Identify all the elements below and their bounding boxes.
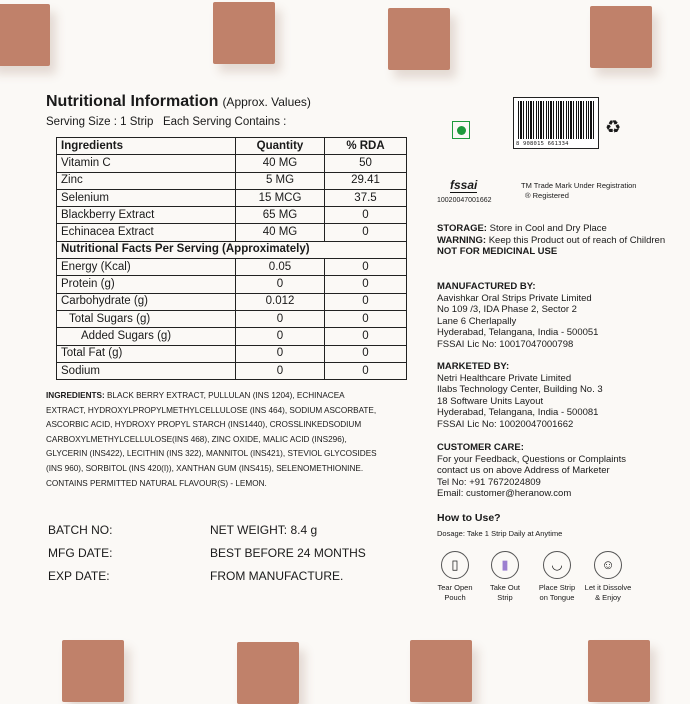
row-qty: 15 MCG — [236, 189, 325, 206]
step-label-line: Tear Open — [437, 583, 473, 592]
fact-rda: 0 — [325, 293, 407, 310]
marketed-line: 18 Software Units Layout — [437, 395, 544, 407]
table-row — [57, 293, 407, 310]
decor-square — [0, 4, 50, 66]
table-row — [57, 362, 407, 379]
marketed-label-text: MARKETED BY: — [437, 361, 510, 372]
marketed-label — [437, 361, 603, 373]
tongue-icon: ◡ — [543, 551, 571, 579]
fact-qty: 0 — [236, 362, 325, 379]
customer-care-block — [437, 442, 626, 500]
marketed-line: Netri Healthcare Private Limited — [437, 372, 572, 384]
decor-square — [590, 6, 652, 68]
best-before: BEST BEFORE 24 MONTHS — [210, 546, 366, 560]
row-name: Selenium — [57, 189, 236, 206]
manufactured-line: Lane 6 Cherlapally — [437, 315, 517, 327]
row-qty: 40 MG — [236, 224, 325, 241]
registered-line: ® Registered — [525, 191, 569, 200]
storage-text: Store in Cool and Dry Place — [486, 223, 607, 234]
step-label-line: & Enjoy — [595, 593, 621, 602]
manufactured-block — [437, 281, 598, 350]
face-icon: ☺ — [594, 551, 622, 579]
manufactured-line: Hyderabad, Telangana, India - 500051 — [437, 327, 599, 338]
storage-line — [437, 223, 667, 235]
manufactured-label — [437, 281, 598, 293]
table-row — [57, 172, 407, 189]
barcode — [513, 97, 599, 149]
customer-care-line: Email: customer@heranow.com — [437, 488, 572, 499]
customer-care-line: contact us on above Address of Marketer — [437, 465, 610, 476]
table-row — [57, 224, 407, 241]
fact-qty: 0 — [236, 345, 325, 362]
nutrition-title-text: Nutritional Information — [46, 93, 219, 110]
fact-rda: 0 — [325, 362, 407, 379]
row-rda: 29.41 — [325, 172, 407, 189]
fact-rda: 0 — [325, 328, 407, 345]
table-row — [57, 155, 407, 172]
fact-rda: 0 — [325, 276, 407, 293]
fact-name: Total Sugars (g) — [57, 310, 236, 327]
decor-square — [237, 642, 299, 704]
trademark-note — [521, 181, 636, 201]
row-rda: 0 — [325, 207, 407, 224]
mfg-date: MFG DATE: — [48, 546, 113, 560]
decor-square — [213, 2, 275, 64]
customer-care-line: For your Feedback, Questions or Complaints — [437, 453, 627, 465]
step-label-line: on Tongue — [539, 593, 575, 602]
fact-rda: 0 — [325, 259, 407, 276]
storage-block — [437, 223, 667, 258]
marketed-line: Ilabs Technology Center, Building No. 3 — [437, 384, 603, 395]
fact-rda: 0 — [325, 310, 407, 327]
recycle-icon: ♻ — [605, 117, 622, 137]
ingredients-text: BLACK BERRY EXTRACT, PULLULAN (INS 1204), ECHINACEA EXTRACT, HYDROXYLPROPYLMETHYLCELLULOSE (INS 464), SODIUM ASCORBATE, ASCORBIC ACID, HYDROXY PROPYL STARCH (INS1440), CROSSLINKEDSODIUM CARBOXYLMETHYLCELLULOSE(INS 468), ZINC OXIDE, MALIC ACID (INS296), GLYCERIN (INS422), LECITHIN (INS 322), MANNITOL (INS421), STEVIOL GLYCOSIDES (INS 960), SORBITOL (INS 420(I)), XANTHAN GUM (INS415), SELENOMETHIONINE. CONTAINS PERMITTED NATURAL FLAVOUR(S) - LEMON. — [46, 391, 377, 488]
header-ingredients: Ingredients — [57, 138, 236, 155]
decor-square — [588, 640, 650, 702]
row-name: Vitamin C — [57, 155, 236, 172]
manufactured-line: Aavishkar Oral Strips Private Limited — [437, 292, 592, 304]
step-label-line: Pouch — [444, 593, 466, 602]
step-tear-open — [430, 551, 480, 603]
row-qty: 40 MG — [236, 155, 325, 172]
fact-name: Total Fat (g) — [57, 345, 236, 362]
fact-name: Sodium — [57, 362, 236, 379]
row-name: Blackberry Extract — [57, 207, 236, 224]
row-name: Zinc — [57, 172, 236, 189]
storage-label: STORAGE: — [437, 223, 487, 234]
step-place-strip — [532, 551, 582, 603]
step-label-line: Strip — [497, 593, 513, 602]
fact-qty: 0.05 — [236, 259, 325, 276]
warning-line — [437, 235, 667, 247]
warning-text: Keep this Product out of reach of Children — [486, 234, 666, 246]
batch-no: BATCH NO: — [48, 523, 113, 537]
marketed-line: Hyderabad, Telangana, India - 500081 — [437, 407, 599, 418]
dosage-text: Dosage: Take 1 Strip Daily at Anytime — [437, 529, 563, 538]
fssai-logo: fssai — [450, 178, 478, 192]
facts-heading-row — [57, 241, 407, 258]
manufactured-label-text: MANUFACTURED BY: — [437, 281, 536, 292]
ingredients-label: INGREDIENTS: — [46, 391, 105, 400]
row-name: Echinacea Extract — [57, 224, 236, 241]
step-label-line: Place Strip — [538, 583, 576, 592]
table-row — [57, 259, 407, 276]
fact-name: Carbohydrate (g) — [57, 293, 236, 310]
fact-qty: 0 — [236, 276, 325, 293]
table-row — [57, 310, 407, 327]
ingredients-list — [46, 389, 386, 491]
step-take-out — [480, 551, 530, 603]
decor-square — [388, 8, 450, 70]
row-qty: 5 MG — [236, 172, 325, 189]
barcode-number: 8 908015 661334 — [516, 141, 569, 147]
net-weight: NET WEIGHT: 8.4 g — [210, 523, 318, 537]
fact-qty: 0.012 — [236, 293, 325, 310]
step-label — [583, 583, 633, 603]
veg-mark-icon — [452, 121, 470, 139]
from-manufacture: FROM MANUFACTURE. — [210, 569, 344, 583]
table-row — [57, 328, 407, 345]
customer-care-label — [437, 442, 626, 454]
table-row — [57, 207, 407, 224]
serving-size: Serving Size : 1 Strip Each Serving Contains : — [46, 116, 287, 128]
marketed-block — [437, 361, 603, 430]
fact-name: Protein (g) — [57, 276, 236, 293]
how-to-use-title: How to Use? — [437, 512, 501, 524]
step-label — [480, 583, 530, 603]
table-row — [57, 276, 407, 293]
fact-name: Energy (Kcal) — [57, 259, 236, 276]
step-label-line: Take Out — [489, 583, 520, 592]
row-rda: 37.5 — [325, 189, 407, 206]
table-row — [57, 345, 407, 362]
step-label — [430, 583, 480, 603]
customer-care-line: Tel No: +91 7672024809 — [437, 476, 541, 488]
decor-square — [410, 640, 472, 702]
header-quantity: Quantity — [236, 138, 325, 155]
manufactured-line: No 109 /3, IDA Phase 2, Sector 2 — [437, 304, 577, 315]
step-dissolve — [583, 551, 633, 603]
fact-qty: 0 — [236, 310, 325, 327]
exp-date: EXP DATE: — [48, 569, 110, 583]
barcode-bars — [518, 101, 594, 139]
facts-heading: Nutritional Facts Per Serving (Approximately) — [57, 241, 407, 258]
fact-qty: 0 — [236, 328, 325, 345]
row-rda: 0 — [325, 224, 407, 241]
row-rda: 50 — [325, 155, 407, 172]
marketed-line: FSSAI Lic No: 10020047001662 — [437, 418, 574, 430]
tm-line: TM Trade Mark Under Registration — [521, 181, 637, 190]
fact-name: Added Sugars (g) — [57, 328, 236, 345]
row-qty: 65 MG — [236, 207, 325, 224]
warning-label: WARNING: — [437, 234, 487, 246]
pouch-icon: ▯ — [441, 551, 469, 579]
decor-square — [62, 640, 124, 702]
nutrition-title — [46, 93, 311, 111]
header-rda: % RDA — [325, 138, 407, 155]
table-row — [57, 189, 407, 206]
table-header-row — [57, 138, 407, 155]
step-label — [532, 583, 582, 603]
nutrition-table — [56, 137, 407, 380]
not-medicinal-text: NOT FOR MEDICINAL USE — [437, 246, 558, 257]
step-label-line: Let it Dissolve — [584, 583, 632, 592]
fact-rda: 0 — [325, 345, 407, 362]
manufactured-line: FSSAI Lic No: 10017047000798 — [437, 338, 574, 350]
not-medicinal — [437, 246, 667, 258]
fssai-number: 10020047001662 — [437, 197, 492, 204]
strip-icon: ▮ — [491, 551, 519, 579]
customer-care-label-text: CUSTOMER CARE: — [437, 442, 524, 453]
approx-values: (Approx. Values) — [222, 95, 311, 109]
